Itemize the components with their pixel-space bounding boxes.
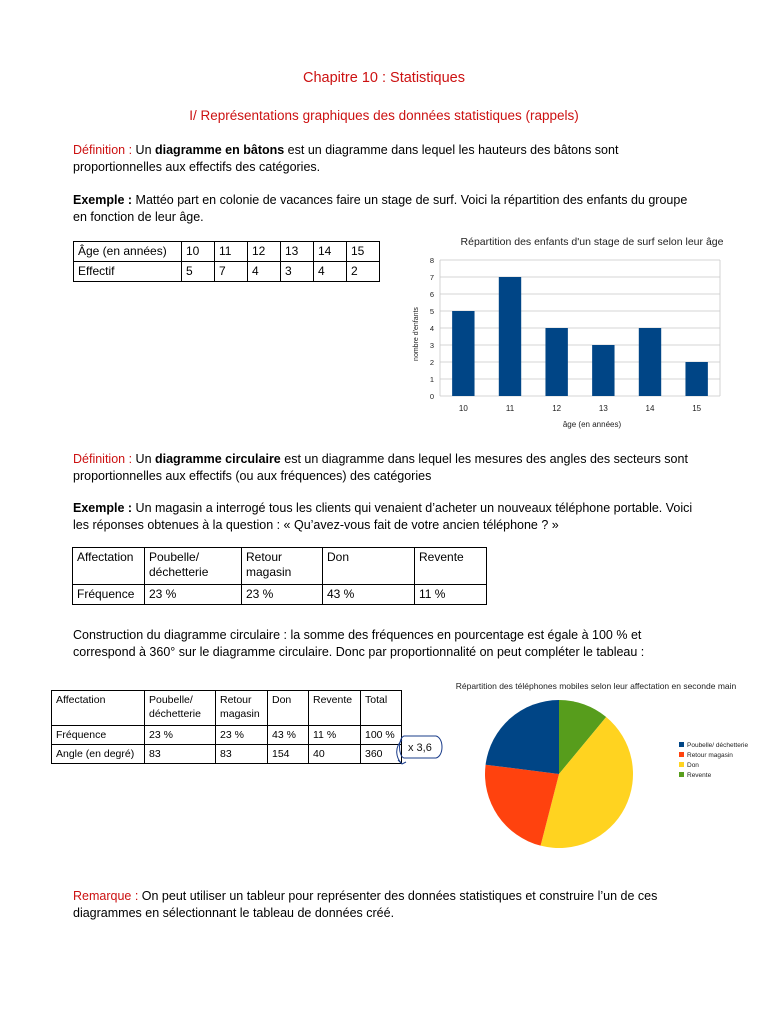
y-tick-label: 3 bbox=[429, 341, 434, 350]
remark bbox=[73, 888, 693, 921]
table-cell: Fréquence bbox=[52, 726, 145, 745]
chapter-title: Chapitre 10 : Statistiques bbox=[302, 70, 465, 86]
x-tick-label: 13 bbox=[598, 404, 608, 413]
table-cell: Fréquence bbox=[73, 585, 145, 605]
legend-label: Don bbox=[687, 762, 699, 769]
table-cell: 43 % bbox=[323, 585, 415, 605]
table-cell: 14 bbox=[314, 242, 347, 262]
bar-series bbox=[452, 277, 708, 396]
table-cell: Poubelle/ déchetterie bbox=[145, 548, 242, 585]
construction-text: Construction du diagramme circulaire : la somme des fréquences en pourcentage est égale à 100 % et correspond à 360° sur le diagramme circulaire. Donc par proportionnalité on peut compléter le tableau : bbox=[73, 628, 645, 659]
bar bbox=[685, 362, 707, 396]
table-row bbox=[73, 548, 487, 585]
y-tick-label: 2 bbox=[429, 358, 434, 367]
definition-text-pre: Un bbox=[132, 452, 155, 466]
chart-legend bbox=[679, 742, 748, 779]
x-tick-label: 14 bbox=[645, 404, 655, 413]
bar-chart bbox=[404, 230, 734, 435]
x-tick-label: 12 bbox=[552, 404, 562, 413]
table-cell: 4 bbox=[314, 262, 347, 282]
remark-text: On peut utiliser un tableur pour représenter des données statistiques et construire l’un de ces diagrammes en sélectionnant le tableau de données créé. bbox=[73, 889, 658, 920]
table-cell: 11 % bbox=[415, 585, 487, 605]
bar bbox=[545, 328, 567, 396]
table-cell: 83 bbox=[145, 745, 216, 764]
table-cell: Revente bbox=[415, 548, 487, 585]
table-cell: Revente bbox=[309, 691, 361, 726]
table-cell: 23 % bbox=[145, 585, 242, 605]
legend-label: Retour magasin bbox=[687, 752, 733, 759]
legend-swatch bbox=[679, 742, 684, 747]
pie-series bbox=[485, 700, 633, 848]
example-text: Un magasin a interrogé tous les clients qui venaient d’acheter un nouveaux téléphone portable. Voici les réponses obtenues à la question : « Qu’avez-vous fait de votre ancien téléphone ? » bbox=[73, 501, 693, 532]
pie-chart bbox=[448, 674, 760, 854]
frequency-table bbox=[72, 547, 487, 605]
definition-term: diagramme en bâtons bbox=[155, 143, 285, 157]
table-cell: 13 bbox=[281, 242, 314, 262]
x-tick-label: 11 bbox=[505, 404, 515, 413]
table-cell: Poubelle/ déchetterie bbox=[145, 691, 216, 726]
section-title: I/ Représentations graphiques des données statistiques (rappels) bbox=[189, 108, 579, 123]
table-cell: 7 bbox=[215, 262, 248, 282]
y-tick-label: 0 bbox=[429, 392, 434, 401]
table-cell: 23 % bbox=[145, 726, 216, 745]
definition-text-post: est un diagramme dans lequel les mesures des angles des secteurs sont proportionnelles aux effectifs (ou aux fréquences) des catégories bbox=[73, 452, 688, 483]
table-cell: 4 bbox=[248, 262, 281, 282]
table-cell: Retour magasin bbox=[216, 691, 268, 726]
chart-title: Répartition des enfants d'un stage de surf selon leur âge bbox=[460, 236, 724, 248]
table-row bbox=[52, 691, 402, 726]
table-cell: Âge (en années) bbox=[74, 242, 182, 262]
bar bbox=[592, 345, 614, 396]
table-cell: Angle (en degré) bbox=[52, 745, 145, 764]
example-label: Exemple : bbox=[73, 193, 133, 207]
table-cell: Don bbox=[268, 691, 309, 726]
table-cell: 2 bbox=[347, 262, 380, 282]
multiplier-annotation bbox=[396, 722, 456, 772]
x-tick-label: 15 bbox=[692, 404, 702, 413]
chart-title: Répartition des téléphones mobiles selon leur affectation en seconde main bbox=[455, 681, 737, 691]
example-surf bbox=[73, 192, 693, 225]
y-tick-label: 5 bbox=[429, 307, 434, 316]
chart-grid bbox=[440, 260, 720, 396]
table-cell: Total bbox=[361, 691, 402, 726]
example-phones bbox=[73, 500, 693, 533]
y-axis-ticks bbox=[430, 256, 434, 401]
y-tick-label: 4 bbox=[429, 324, 434, 333]
definition-text-post: est un diagramme dans lequel les hauteurs des bâtons sont proportionnelles aux effectifs des catégories. bbox=[73, 143, 619, 174]
table-cell: 10 bbox=[182, 242, 215, 262]
legend-swatch bbox=[679, 752, 684, 757]
definition-label: Définition : bbox=[73, 452, 133, 466]
arrow-head bbox=[398, 760, 406, 764]
x-tick-label: 10 bbox=[458, 404, 468, 413]
bar bbox=[639, 328, 661, 396]
annotation-text: x 3,6 bbox=[408, 742, 432, 754]
table-row bbox=[52, 726, 402, 745]
legend-swatch bbox=[679, 772, 684, 777]
table-cell: 15 bbox=[347, 242, 380, 262]
legend-label: Poubelle/ déchetterie bbox=[687, 742, 749, 749]
table-cell: 23 % bbox=[242, 585, 323, 605]
legend-swatch bbox=[679, 762, 684, 767]
y-tick-label: 7 bbox=[429, 273, 434, 282]
table-cell: Retour magasin bbox=[242, 548, 323, 585]
bar bbox=[499, 277, 521, 396]
table-row bbox=[73, 585, 487, 605]
pie-slice bbox=[486, 700, 559, 774]
table-cell: 12 bbox=[248, 242, 281, 262]
table-row bbox=[52, 745, 402, 764]
definition-pie-chart bbox=[73, 451, 693, 484]
table-cell: 43 % bbox=[268, 726, 309, 745]
table-cell: 5 bbox=[182, 262, 215, 282]
bar bbox=[452, 311, 474, 396]
y-tick-label: 6 bbox=[429, 290, 434, 299]
table-cell: 360 bbox=[361, 745, 402, 764]
annotation-arrow bbox=[397, 740, 402, 764]
table-cell: 83 bbox=[216, 745, 268, 764]
table-cell: 3 bbox=[281, 262, 314, 282]
y-tick-label: 1 bbox=[429, 375, 434, 384]
y-axis-label: nombre d'enfants bbox=[413, 307, 420, 361]
table-cell: Don bbox=[323, 548, 415, 585]
table-cell: Effectif bbox=[74, 262, 182, 282]
definition-text-pre: Un bbox=[132, 143, 155, 157]
example-label: Exemple : bbox=[73, 501, 133, 515]
definition-term: diagramme circulaire bbox=[155, 452, 281, 466]
y-tick-label: 8 bbox=[429, 256, 434, 265]
x-axis-ticks bbox=[459, 404, 702, 413]
table-row bbox=[74, 242, 380, 262]
table-cell: 11 bbox=[215, 242, 248, 262]
table-cell: Affectation bbox=[73, 548, 145, 585]
table-cell: 154 bbox=[268, 745, 309, 764]
remark-label: Remarque : bbox=[73, 889, 139, 903]
example-text: Mattéo part en colonie de vacances faire un stage de surf. Voici la répartition des enfants du groupe en fonction de leur âge. bbox=[73, 193, 688, 224]
x-axis-label: âge (en années) bbox=[562, 420, 622, 429]
legend-label: Revente bbox=[687, 772, 712, 779]
table-cell: 40 bbox=[309, 745, 361, 764]
definition-label: Définition : bbox=[73, 143, 133, 157]
table-cell: 23 % bbox=[216, 726, 268, 745]
table-cell: 100 % bbox=[361, 726, 402, 745]
table-row bbox=[74, 262, 380, 282]
table-cell: 11 % bbox=[309, 726, 361, 745]
table-cell: Affectation bbox=[52, 691, 145, 726]
definition-bar-chart bbox=[73, 142, 693, 175]
age-table bbox=[73, 241, 380, 282]
angle-table bbox=[51, 690, 402, 764]
